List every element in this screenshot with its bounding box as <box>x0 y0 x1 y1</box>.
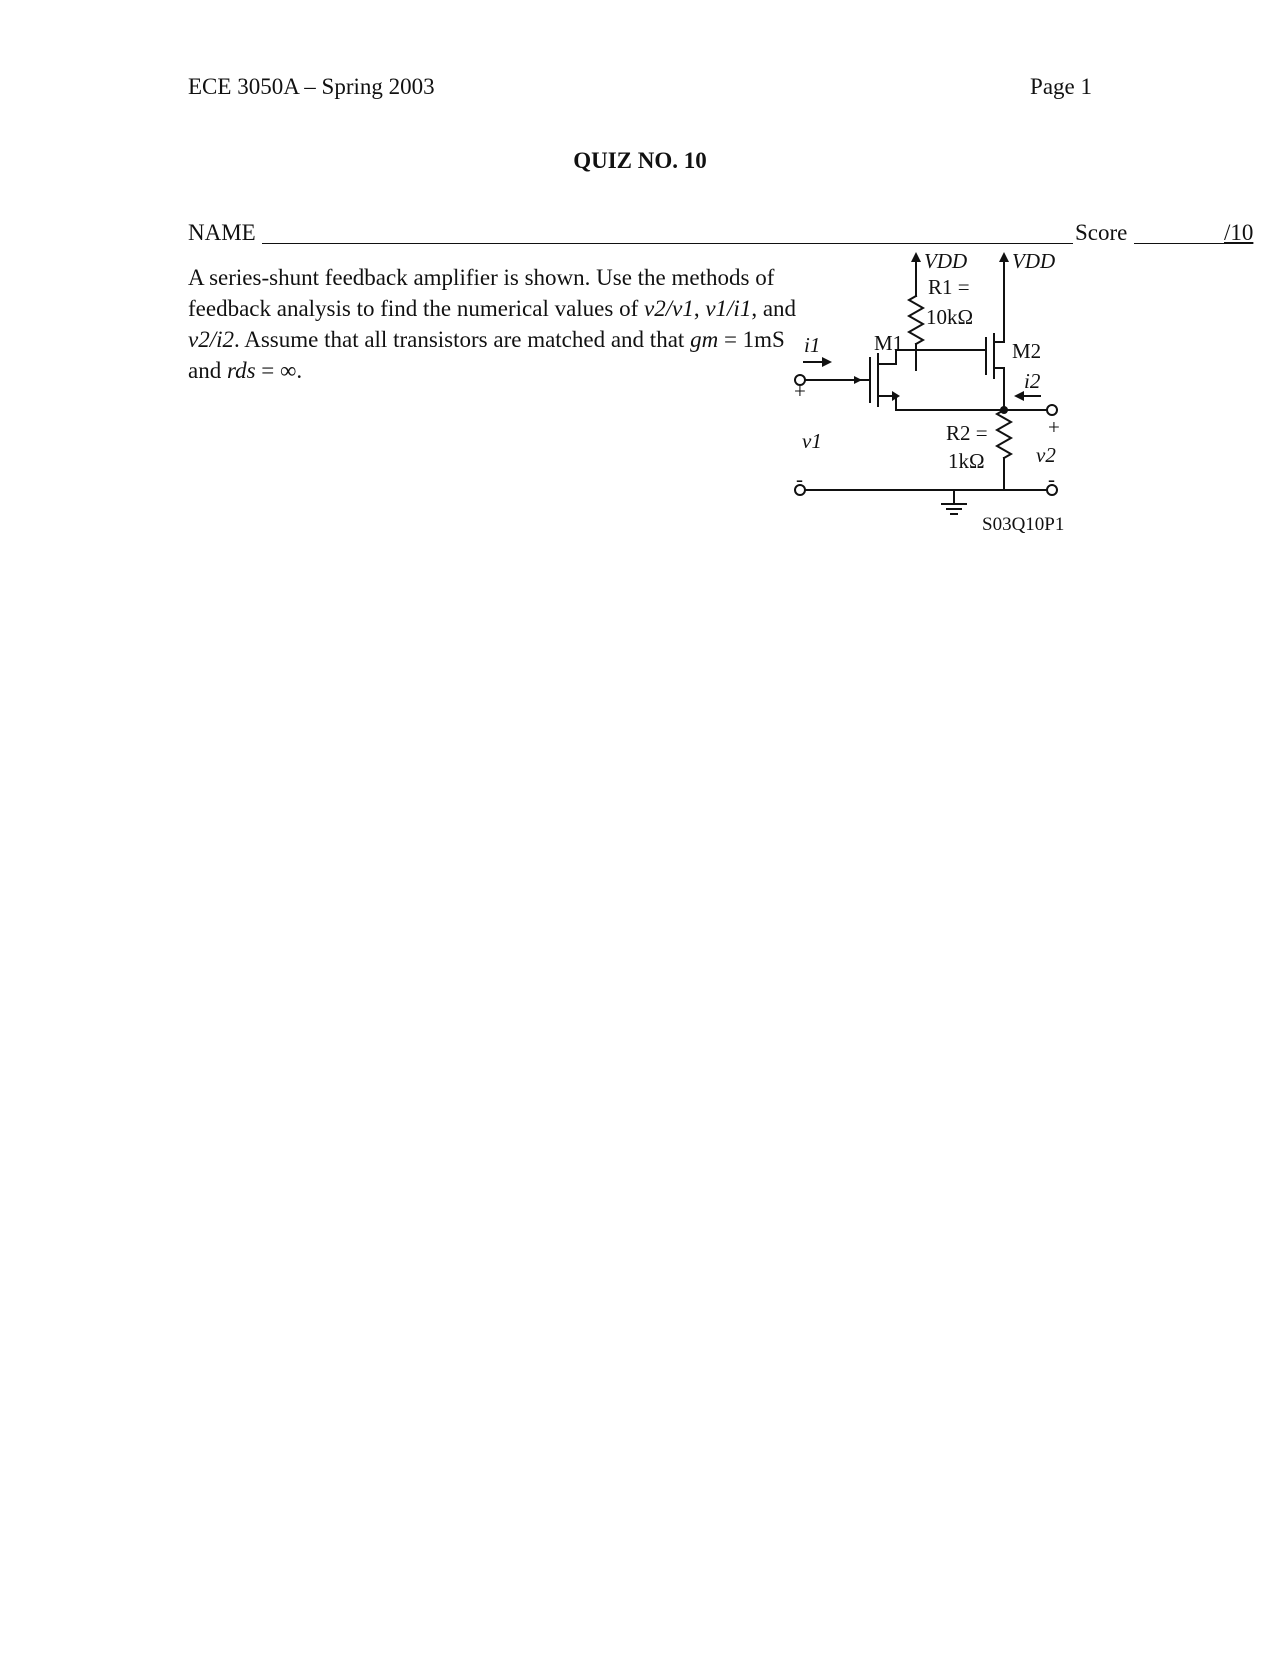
i2-label: i2 <box>1024 369 1041 393</box>
score-label: Score <box>1075 220 1128 245</box>
score-blank-field[interactable] <box>1134 243 1224 244</box>
m1-label: M1 <box>874 331 904 355</box>
output-node <box>1000 406 1008 414</box>
name-label: NAME <box>188 220 256 245</box>
quiz-title: QUIZ NO. 10 <box>573 148 707 173</box>
assumption-text: Assume that all transistors are matched and that <box>244 327 685 352</box>
v1-label: v1 <box>802 429 822 453</box>
v2-plus-sign: + <box>1048 415 1060 439</box>
score-total: /10 <box>1224 220 1254 245</box>
r2-value: 1kΩ <box>948 449 985 473</box>
gm-symbol: gm <box>690 327 719 352</box>
problem-intro: A series-shunt feedback amplifier is shown. Use the methods of feedback analysis to find the numerical values of <box>188 265 775 321</box>
v1-plus-sign: + <box>794 379 806 403</box>
output-terminal-plus <box>1047 405 1057 415</box>
r2-label: R2 = <box>946 421 988 445</box>
r1-label: R1 = <box>928 275 970 299</box>
figure-id: S03Q10P1 <box>982 514 1065 535</box>
v2-label: v2 <box>1036 443 1056 467</box>
problem-statement: A series-shunt feedback amplifier is shown. Use the methods of feedback analysis to find the numerical values of v2/v1, v1/i1, and v2/i2. Assume that all transistors are matched and that gm = 1mS and rds = ∞. <box>188 265 797 383</box>
m2-label: M2 <box>1012 339 1042 363</box>
r1-value: 10kΩ <box>926 305 974 329</box>
v2-minus-sign: - <box>1048 467 1055 491</box>
i1-arrow <box>822 357 832 367</box>
name-blank-field[interactable] <box>262 243 1073 244</box>
ratio-v1-i1: v1/i1 <box>705 296 752 321</box>
gm-value: = 1mS <box>723 327 785 352</box>
i2-arrow <box>1014 391 1024 401</box>
vdd1-arrow <box>911 252 921 262</box>
page-number: Page 1 <box>1030 74 1092 99</box>
and-word: and <box>762 296 797 321</box>
vdd2-arrow <box>999 252 1009 262</box>
course-header: ECE 3050A – Spring 2003 <box>188 74 435 99</box>
i1-label: i1 <box>804 333 821 357</box>
ratio-v2-v1: v2/v1 <box>644 296 694 321</box>
r1-resistor <box>909 296 923 344</box>
rds-symbol: rds <box>226 358 256 383</box>
vdd1-label: VDD <box>924 249 968 273</box>
ratio-v2-i2: v2/i2 <box>188 327 234 352</box>
vdd2-label: VDD <box>1012 249 1056 273</box>
rds-value: = ∞ <box>261 358 297 383</box>
v1-minus-sign: - <box>796 467 803 491</box>
r2-resistor <box>997 410 1011 458</box>
circuit-diagram <box>794 249 1110 570</box>
name-score-line <box>188 220 1254 250</box>
